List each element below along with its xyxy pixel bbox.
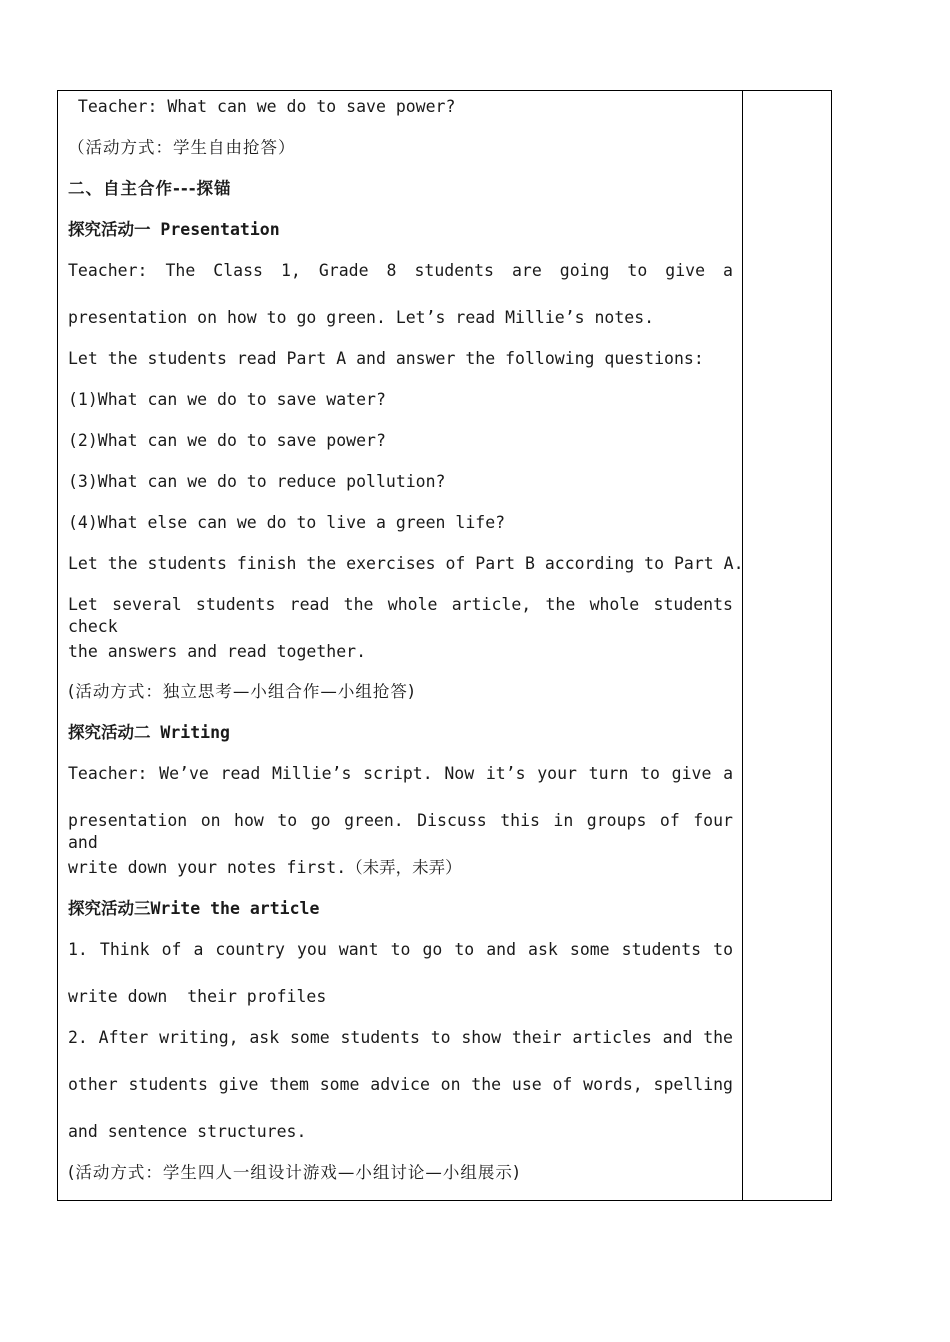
question-item: (3)What can we do to reduce pollution? [68,472,446,491]
paragraph-line: Let several students read the whole article, the whole students check [68,595,733,636]
paragraph-line: presentation on how to go green. Let’s read Millie’s notes. [68,308,655,327]
question-item: (2)What can we do to save power? [68,431,386,450]
instruction-line: Let the students finish the exercises of Part B according to Part A. [68,554,744,573]
paragraph-line: Teacher: We’ve read Millie’s script. Now it’s your turn to give a [68,764,733,783]
activity-three-heading: 探究活动三Write the article [68,899,320,918]
lesson-table [57,90,832,1201]
activity-mode-note: (活动方式：独立思考—小组合作—小组抢答) [68,682,416,701]
instruction-line: Let the students read Part A and answer the following questions: [68,349,704,368]
notes-cell [743,91,831,1200]
paragraph-line: other students give them some advice on the use of words, spelling [68,1075,733,1094]
teacher-question-line: Teacher: What can we do to save power? [68,97,456,116]
paragraph-line: the answers and read together. [68,642,367,661]
paragraph-line: Teacher: The Class 1, Grade 8 students are going to give a [68,261,733,280]
paragraph-line: write down their profiles [68,987,327,1006]
question-item: (1)What can we do to save water? [68,390,386,409]
activity-mode-note: （活动方式：学生自由抢答） [68,138,296,157]
paragraph-line: write down your notes first.（未弄，未弄） [68,858,462,877]
activity-one-heading: 探究活动一 Presentation [68,220,280,239]
paragraph-line: and sentence structures. [68,1122,307,1141]
activity-two-heading: 探究活动二 Writing [68,723,230,742]
paragraph-line: 1. Think of a country you want to go to and ask some students to [68,940,733,959]
section-heading: 二、自主合作---探锚 [68,179,232,198]
paragraph-line: 2. After writing, ask some students to show their articles and the [68,1028,733,1047]
question-item: (4)What else can we do to live a green life? [68,513,506,532]
activity-mode-note: (活动方式：学生四人一组设计游戏—小组讨论—小组展示) [68,1163,521,1182]
paragraph-line: presentation on how to go green. Discuss this in groups of four and [68,811,733,852]
